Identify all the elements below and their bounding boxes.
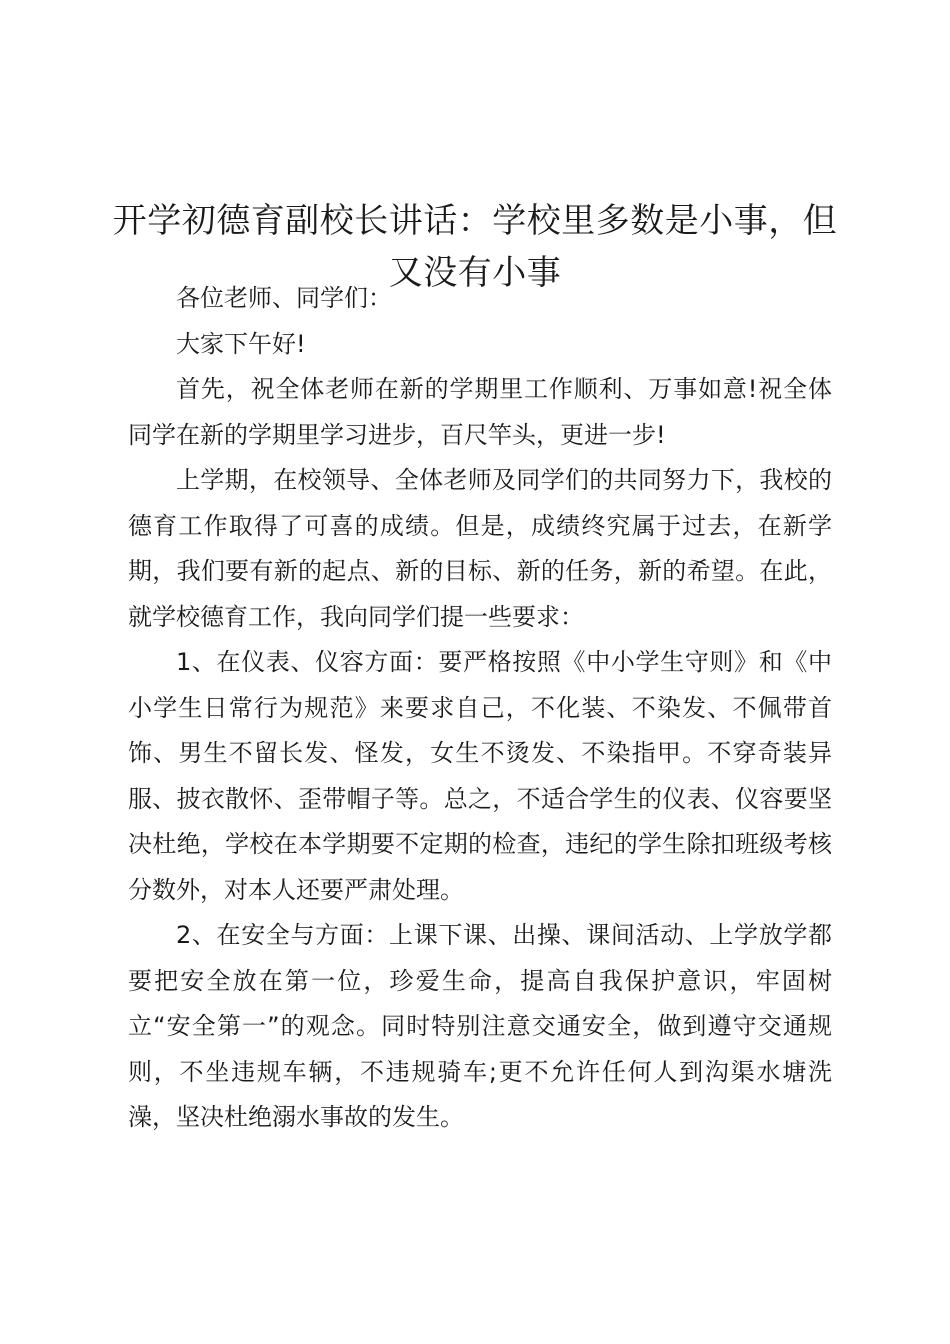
- salutation-paragraph: 各位老师、同学们：: [176, 284, 392, 312]
- wishes-paragraph: 首先，祝全体老师在新的学期里工作顺利、万事如意!祝全体同学在新的学期里学习进步，百尺竿头，更进一步!: [128, 375, 832, 449]
- requirement-appearance-paragraph: 1、在仪表、仪容方面：要严格按照《中小学生守则》和《中小学生日常行为规范》来要求自己，不化装、不染发、不佩带首饰、男生不留长发、怪发，女生不烫发、不染指甲。不穿奇装异服、披衣散怀、歪带帽子等。总之，不适合学生的仪表、仪容要坚决杜绝，学校在本学期要不定期的检查，违纪的学生除扣班级考核分数外，对本人还要严肃处理。: [128, 648, 832, 904]
- review-paragraph: 上学期，在校领导、全体老师及同学们的共同努力下，我校的德育工作取得了可喜的成绩。但是，成绩终究属于过去，在新学期，我们要有新的起点、新的目标、新的任务，新的希望。在此，就学校德育工作，我向同学们提一些要求：: [128, 466, 832, 631]
- document-body: [128, 276, 832, 1141]
- greeting-paragraph: 大家下午好!: [176, 329, 306, 358]
- document-title: 开学初德育副校长讲话：学校里多数是小事，但又没有小事: [112, 200, 838, 293]
- requirement-safety-paragraph: 2、在安全与方面：上课下课、出操、课间活动、上学放学都要把安全放在第一位，珍爱生命，提高自我保护意识，牢固树立“安全第一”的观念。同时特别注意交通安全，做到遵守交通规则，不坐违规车辆，不违规骑车;更不允许任何人到沟渠水塘洗澡，坚决杜绝溺水事故的发生。: [128, 921, 832, 1131]
